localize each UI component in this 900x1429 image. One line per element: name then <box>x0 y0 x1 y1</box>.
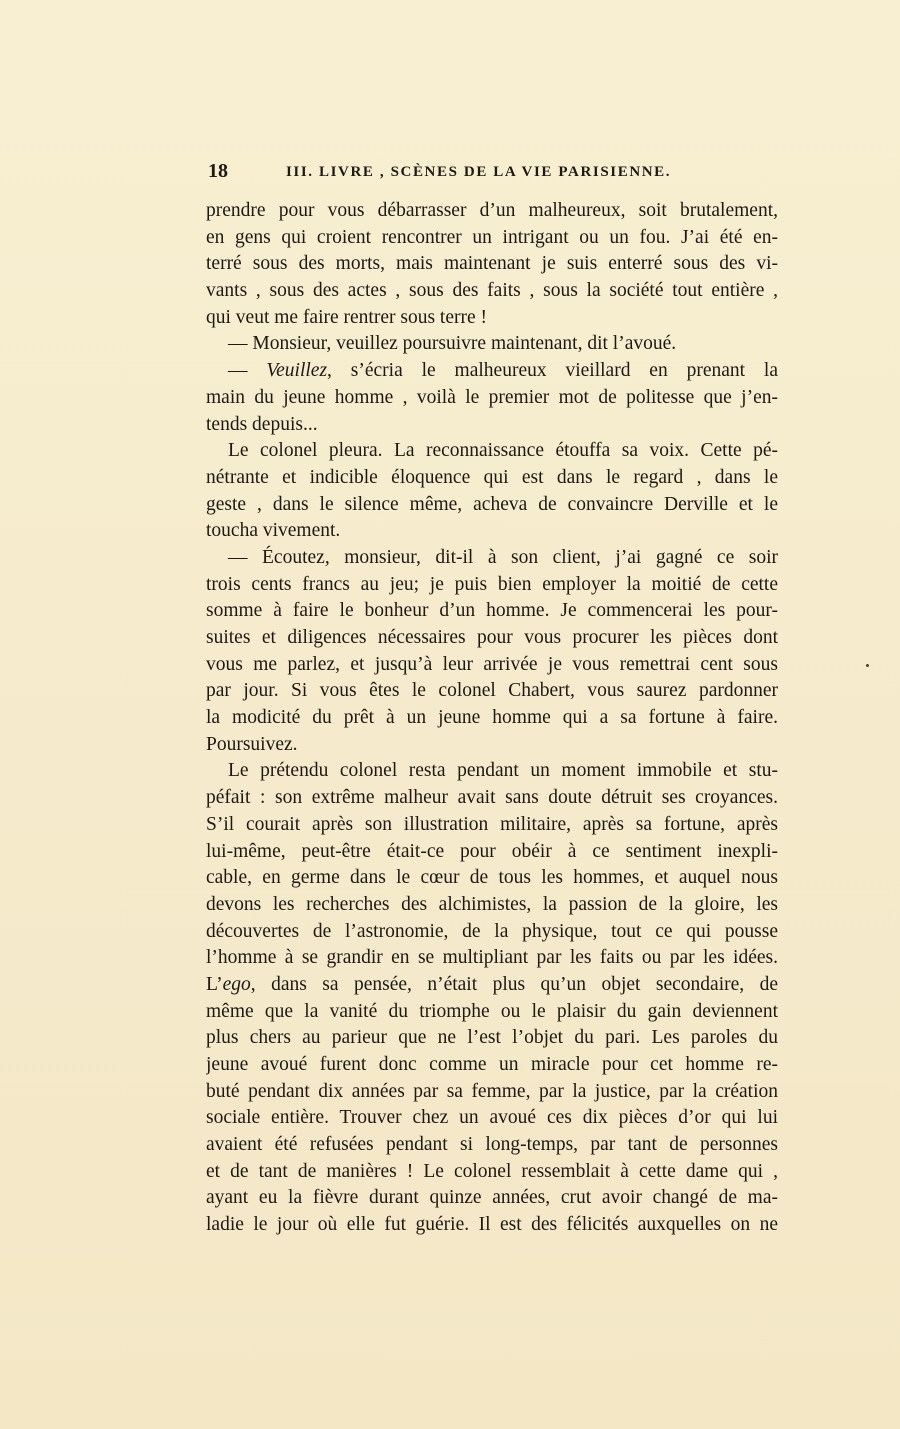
text-line: S’il courait après son illustration militaire, après sa fortune, après <box>206 813 778 835</box>
text-line: buté pendant dix années par sa femme, par la justice, par la création <box>206 1080 778 1102</box>
text-line: et de tant de manières ! Le colonel ressemblait à cette dame qui , <box>206 1160 778 1182</box>
text-line: même que la vanité du triomphe ou le plaisir du gain deviennent <box>206 1000 778 1022</box>
text-line: trois cents francs au jeu; je puis bien employer la moitié de cette <box>206 573 778 595</box>
text-line: geste , dans le silence même, acheva de convaincre Derville et le <box>206 493 778 515</box>
text-line: lui-même, peut-être était-ce pour obéir à ce sentiment inexpli- <box>206 840 778 862</box>
text-line: suites et diligences nécessaires pour vous procurer les pièces dont <box>206 627 778 648</box>
text-line: l’homme à se grandir en se multipliant par les faits ou par les idées. <box>206 947 778 969</box>
text-line: main du jeune homme , voilà le premier mot de politesse que j’en- <box>206 386 778 408</box>
body-text <box>206 198 778 1239</box>
text-line: L’ego, dans sa pensée, n’était plus qu’un objet secondaire, de <box>206 973 778 995</box>
text-line: ayant eu la fièvre durant quinze années, crut avoir changé de ma- <box>206 1187 778 1209</box>
text-line: nétrante et indicible éloquence qui est dans le regard , dans le <box>206 466 778 488</box>
text-line: devons les recherches des alchimistes, la passion de la gloire, les <box>206 893 778 915</box>
running-title: III. LIVRE , SCÈNES DE LA VIE PARISIENNE. <box>286 164 672 180</box>
text-line: Le colonel pleura. La reconnaissance étouffa sa voix. Cette pé- <box>228 440 778 462</box>
text-line: plus chers au parieur que ne l’est l’objet du pari. Les paroles du <box>206 1027 778 1049</box>
text-line: découvertes de l’astronomie, de la physique, tout ce qui pousse <box>206 920 778 942</box>
page-number: 18 <box>208 160 228 182</box>
text-line: — Veuillez, s’écria le malheureux vieillard en prenant la <box>228 360 778 382</box>
italic-word: ego <box>222 973 251 995</box>
text-line: prendre pour vous débarrasser d’un malheureux, soit brutalement, <box>206 200 778 221</box>
text-line: Poursuivez. <box>206 733 298 755</box>
running-header <box>208 160 778 188</box>
text-line: en gens qui croient rencontrer un intrigant ou un fou. J’ai été en- <box>206 226 778 248</box>
text-line: terré sous des morts, mais maintenant je suis enterré sous des vi- <box>206 253 778 275</box>
text-line: Le prétendu colonel resta pendant un moment immobile et stu- <box>228 760 778 782</box>
text-line: vous me parlez, et jusqu’à leur arrivée je vous remettrai cent sous <box>206 653 778 675</box>
text-line: jeune avoué furent donc comme un miracle pour cet homme re- <box>206 1054 778 1075</box>
italic-word: Veuillez <box>266 360 328 382</box>
text-line: vants , sous des actes , sous des faits , sous la société tout entière , <box>206 280 778 302</box>
paper-speck <box>866 664 869 667</box>
text-line: péfait : son extrême malheur avait sans doute détruit ses croyances. <box>206 787 778 809</box>
text-line: avaient été refusées pendant si long-temps, par tant de personnes <box>206 1134 778 1156</box>
text-line: cable, en germe dans le cœur de tous les hommes, et auquel nous <box>206 867 778 889</box>
text-line: qui veut me faire rentrer sous terre ! <box>206 306 487 328</box>
text-line: somme à faire le bonheur d’un homme. Je commencerai les pour- <box>206 600 778 622</box>
text-line: tends depuis... <box>206 413 318 435</box>
text-line: par jour. Si vous êtes le colonel Chabert, vous saurez pardonner <box>206 680 778 702</box>
text-line: toucha vivement. <box>206 520 341 542</box>
text-line: la modicité du prêt à un jeune homme qui a sa fortune à faire. <box>206 707 778 729</box>
text-line: — Écoutez, monsieur, dit-il à son client, j’ai gagné ce soir <box>228 546 778 568</box>
text-line: ladie le jour où elle fut guérie. Il est des félicités auxquelles on ne <box>206 1214 778 1236</box>
text-line: — Monsieur, veuillez poursuivre maintenant, dit l’avoué. <box>228 333 677 355</box>
text-line: sociale entière. Trouver chez un avoué ces dix pièces d’or qui lui <box>206 1107 778 1129</box>
